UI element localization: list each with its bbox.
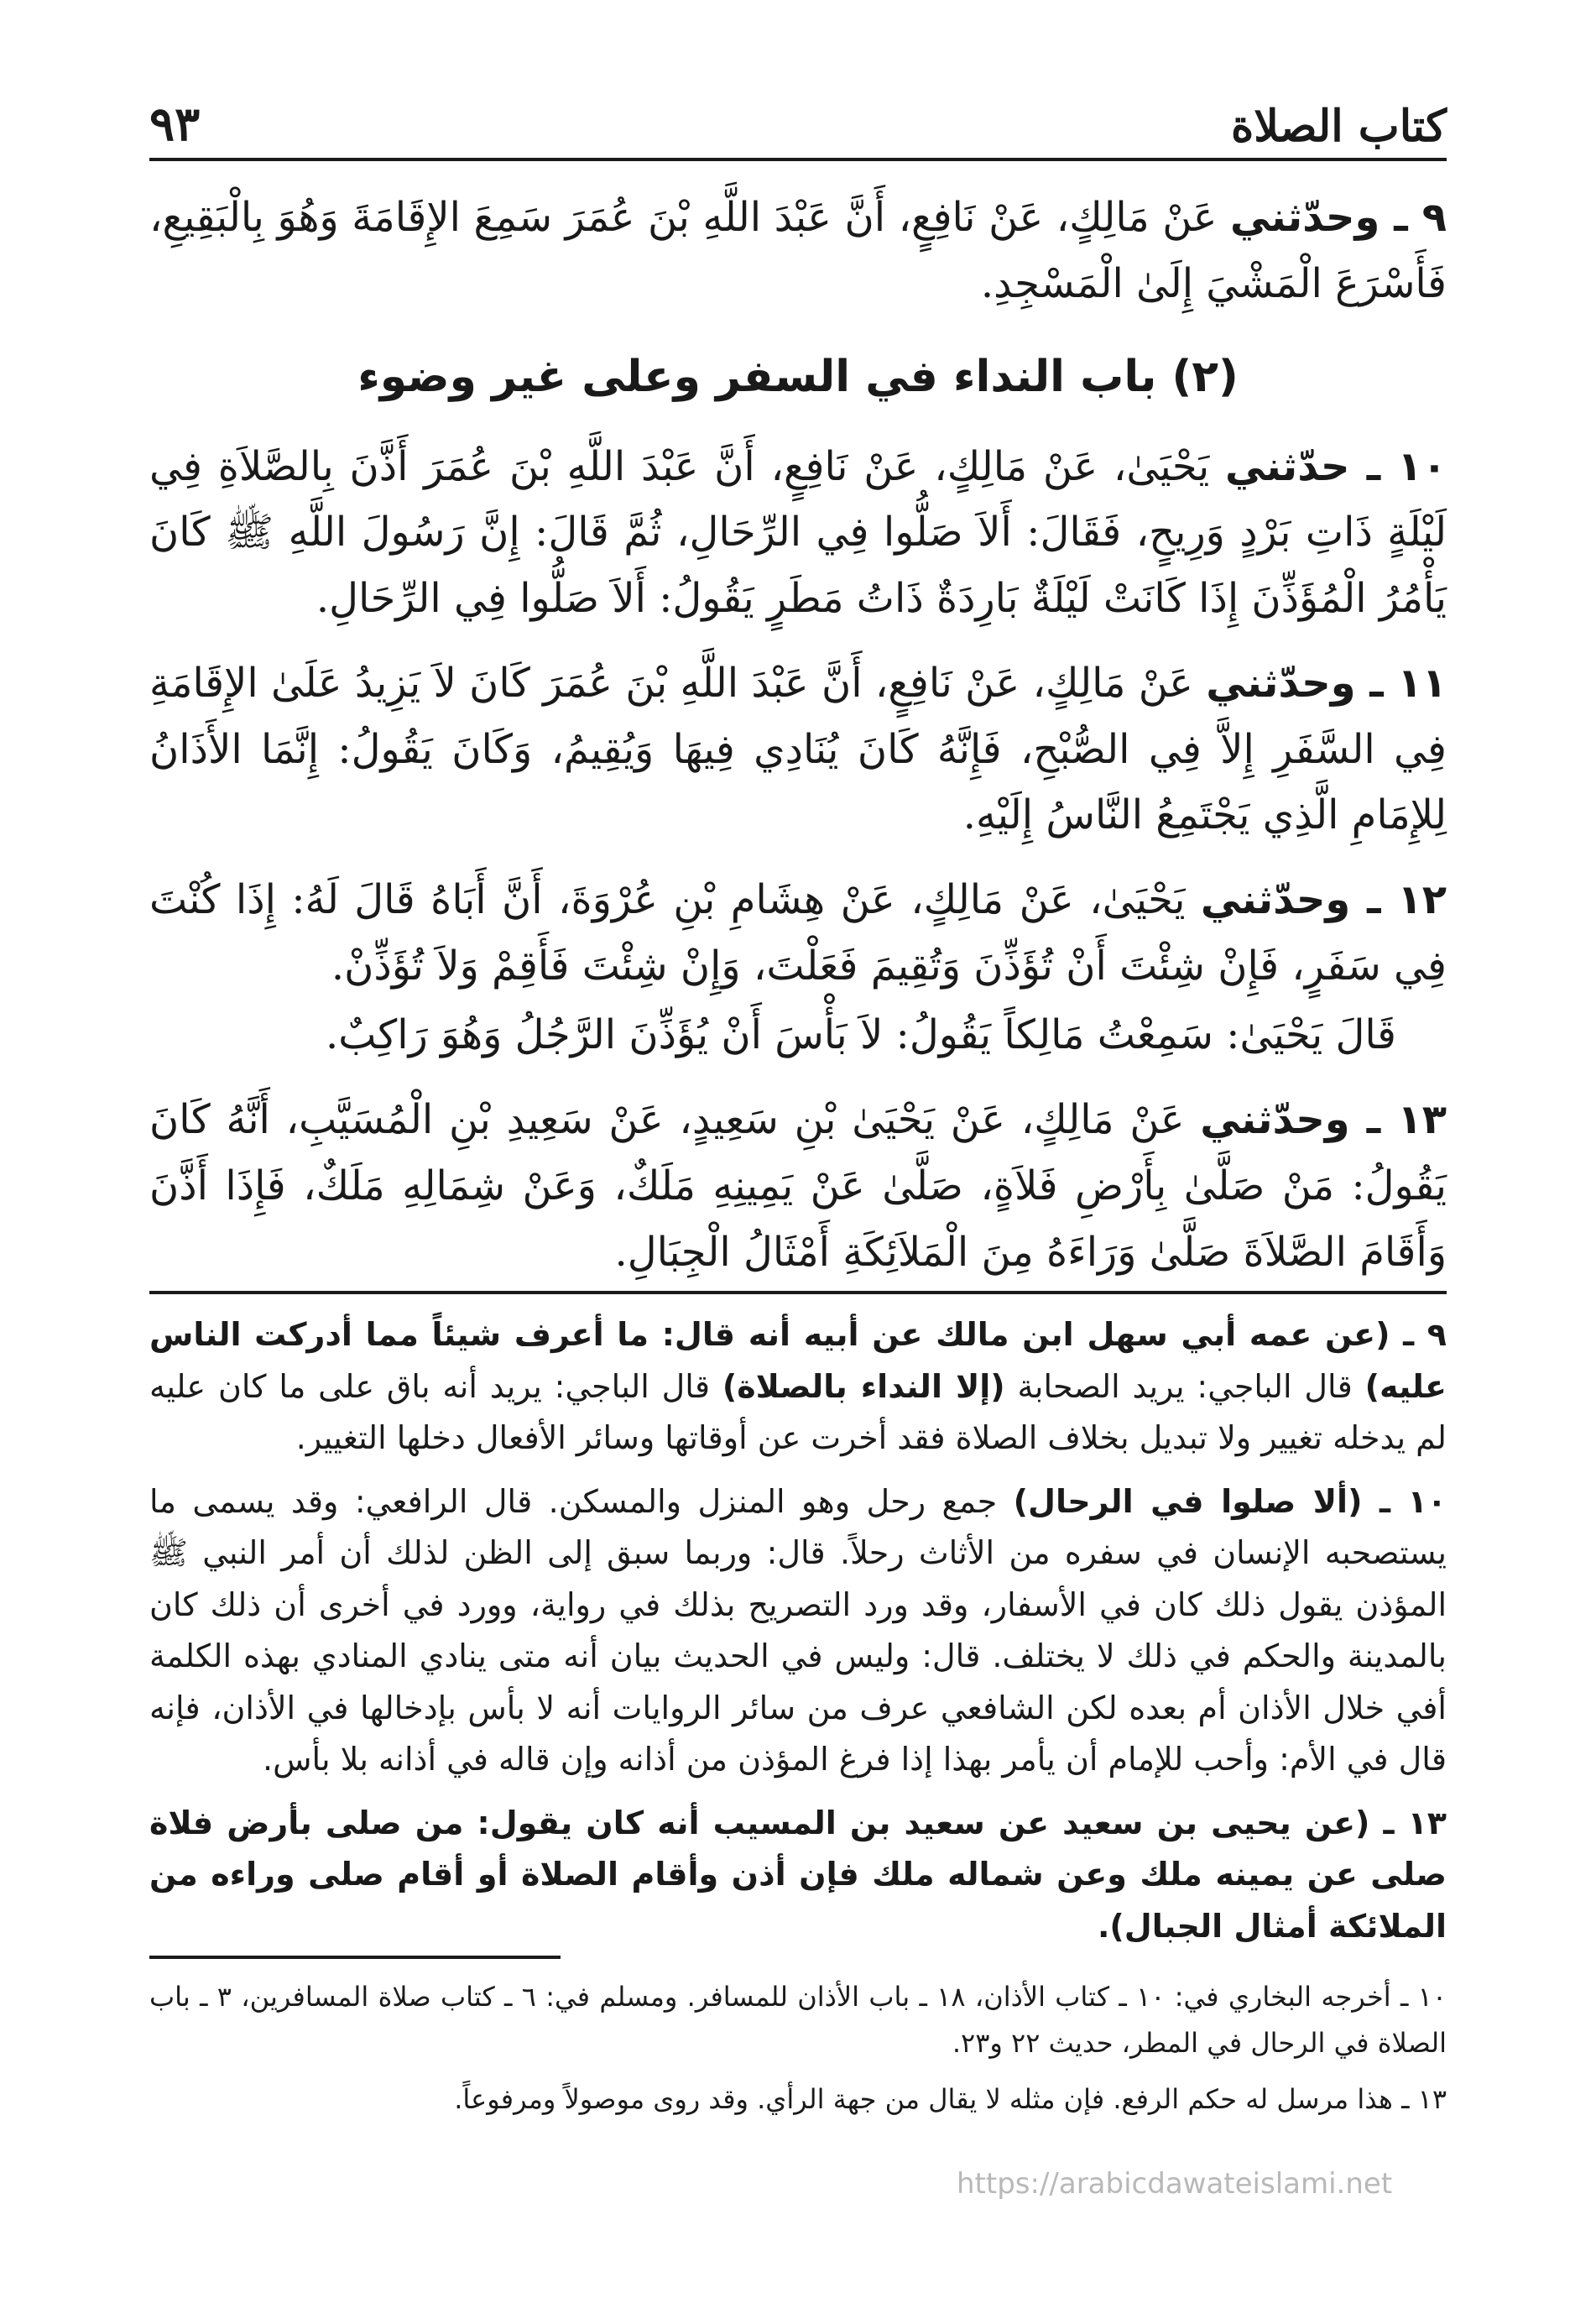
footnote-divider xyxy=(149,1956,561,1959)
hadith-9-label: ٩ ـ وحدّثني xyxy=(1229,194,1447,241)
hadith-text xyxy=(149,185,1447,1303)
hadith-10 xyxy=(149,434,1447,632)
hadith-10-label: ١٠ ـ حدّثني xyxy=(1225,442,1447,490)
hadith-10-text: يَحْيَىٰ، عَنْ مَالِكٍ، عَنْ نَافِعٍ، أَنَّ عَبْدَ اللَّهِ بْنَ عُمَرَ أَذَّنَ بِالصَّلاَةِ فِي لَيْلَةٍ ذَاتِ بَرْدٍ وَرِيحٍ، فَقَالَ: أَلاَ صَلُّوا فِي الرِّحَالِ، ثُمَّ قَالَ: إِنَّ رَسُولَ اللَّهِ ﷺ كَانَ يَأْمُرُ الْمُؤَذِّنَ إِذَا كَانَتْ لَيْلَةٌ بَارِدَةٌ ذَاتُ مَطَرٍ يَقُولُ: أَلاَ صَلُّوا فِي الرِّحَالِ. xyxy=(149,442,1447,623)
hadith-9 xyxy=(149,185,1447,316)
hadith-12-text: يَحْيَىٰ، عَنْ مَالِكٍ، عَنْ هِشَامِ بْنِ عُرْوَةَ، أَنَّ أَبَاهُ قَالَ لَهُ: إِذَا كُنْتَ فِي سَفَرٍ، فَإِنْ شِئْتَ أَنْ تُؤَذِّنَ وَتُقِيمَ فَعَلْتَ، وَإِنْ شِئْتَ فَأَقِمْ وَلاَ تُؤَذِّنْ. xyxy=(149,876,1447,990)
hadith-12-label: ١٢ ـ وحدّثني xyxy=(1200,876,1447,924)
hadith-12 xyxy=(149,867,1447,999)
book-title: كتاب الصلاة xyxy=(1230,100,1447,152)
hadith-11-text: عَنْ مَالِكٍ، عَنْ نَافِعٍ، أَنَّ عَبْدَ اللَّهِ بْنَ عُمَرَ كَانَ لاَ يَزِيدُ عَلَىٰ الإِقَامَةِ فِي السَّفَرِ إِلاَّ فِي الصُّبْحِ، فَإِنَّهُ كَانَ يُنَادِي فِيهَا وَيُقِيمُ، وَكَانَ يَقُولُ: إِنَّمَا الأَذَانُ لِلإِمَامِ الَّذِي يَجْتَمِعُ النَّاسُ إِلَيْهِ. xyxy=(149,659,1447,839)
commentary-9 xyxy=(149,1309,1447,1465)
footnotes xyxy=(149,1974,1447,2133)
commentary-9-text-1: قال الباجي: يريد الصحابة xyxy=(1004,1367,1365,1405)
hadith-13 xyxy=(149,1087,1447,1285)
chapter-heading: (٢) باب النداء في السفر وعلى غير وضوء xyxy=(357,352,1239,403)
commentary-9-text-2: قال الباجي: يريد أنه باق على ما كان عليه لم يدخله تغيير ولا تبديل بخلاف الصلاة فقد أخرت عن أوقاتها وسائر الأفعال دخلها التغيير. xyxy=(149,1367,1447,1457)
hadith-11-label: ١١ ـ وحدّثني xyxy=(1206,659,1447,707)
footnote-10: ١٠ ـ أخرجه البخاري في: ١٠ ـ كتاب الأذان، ١٨ ـ باب الأذان للمسافر. ومسلم في: ٦ ـ كتاب صلاة المسافرين، ٣ ـ باب الصلاة في الرحال في المطر، حديث ٢٢ و٢٣. xyxy=(149,1981,1447,2060)
commentary-divider xyxy=(149,1291,1447,1294)
commentary-10-head: ١٠ ـ (ألا صلوا في الرحال) xyxy=(1013,1482,1447,1520)
running-header xyxy=(149,91,1447,161)
hadith-11 xyxy=(149,650,1447,849)
footnote-13: ١٣ ـ هذا مرسل له حكم الرفع. فإن مثله لا يقال من جهة الرأي. وقد روى موصولاً ومرفوعاً. xyxy=(454,2083,1447,2116)
page-number: ٩٣ xyxy=(149,96,201,152)
hadith-13-label: ١٣ ـ وحدّثني xyxy=(1200,1096,1447,1144)
commentary-10-text: جمع رحل وهو المنزل والمسكن. قال الرافعي: وقد يسمى ما يستصحبه الإنسان في سفره من الأثاث رحلاً. قال: وربما سبق إلى الظن لذلك أن أمر النبي ﷺ المؤذن يقول ذلك كان في الأسفار، وقد ورد التصريح بذلك في رواية، وورد في أخرى أن ذلك كان بالمدينة والحكم في ذلك لا يختلف. قال: وليس في الحديث بيان أنه متى ينادي المنادي بهذه الكلمة أفي خلال الأذان أم بعده لكن الشافعي عرف من سائر الروايات أنه لا بأس بإدخالها في الأذان، فإنه قال في الأم: وأحب للإمام أن يأمر بهذا إذا فرغ المؤذن من أذانه وإن قاله في أذانه بلا بأس. xyxy=(149,1482,1447,1778)
commentary-10 xyxy=(149,1476,1447,1786)
hadith-9-text: عَنْ مَالِكٍ، عَنْ نَافِعٍ، أَنَّ عَبْدَ اللَّهِ بْنَ عُمَرَ سَمِعَ الإِقَامَةَ وَهُوَ بِالْبَقِيعِ، فَأَسْرَعَ الْمَشْيَ إِلَىٰ الْمَسْجِدِ. xyxy=(149,194,1447,307)
commentary-13: ١٣ ـ (عن يحيى بن سعيد عن سعيد بن المسيب أنه كان يقول: من صلى بأرض فلاة صلى عن يمينه ملك وعن شماله ملك فإن أذن وأقام الصلاة أو أقام صلى وراءه من الملائكة أمثال الجبال). xyxy=(149,1804,1447,1946)
commentary xyxy=(149,1309,1447,1965)
commentary-9-head: ٩ ـ (عن عمه أبي سهل ابن مالك عن أبيه أنه قال: ما أعرف شيئاً مما أدركت الناس عليه) xyxy=(149,1316,1447,1405)
watermark-url: https://arabicdawateislami.net xyxy=(957,2167,1393,2201)
hadith-12-note: قَالَ يَحْيَىٰ: سَمِعْتُ مَالِكاً يَقُولُ: لاَ بَأْسَ أَنْ يُؤَذِّنَ الرَّجُلُ وَهُوَ رَاكِبٌ. xyxy=(326,1011,1396,1059)
hadith-13-text: عَنْ مَالِكٍ، عَنْ يَحْيَىٰ بْنِ سَعِيدٍ، عَنْ سَعِيدِ بْنِ الْمُسَيَّبِ، أَنَّهُ كَانَ يَقُولُ: مَنْ صَلَّىٰ بِأَرْضِ فَلاَةٍ، صَلَّىٰ عَنْ يَمِينِهِ مَلَكٌ، وَعَنْ شِمَالِهِ مَلَكٌ، فَإِذَا أَذَّنَ وَأَقَامَ الصَّلاَةَ صَلَّىٰ وَرَاءَهُ مِنَ الْمَلاَئِكَةِ أَمْثَالُ الْجِبَالِ. xyxy=(149,1096,1447,1276)
commentary-9-bold: (إلا النداء بالصلاة) xyxy=(722,1367,1005,1405)
